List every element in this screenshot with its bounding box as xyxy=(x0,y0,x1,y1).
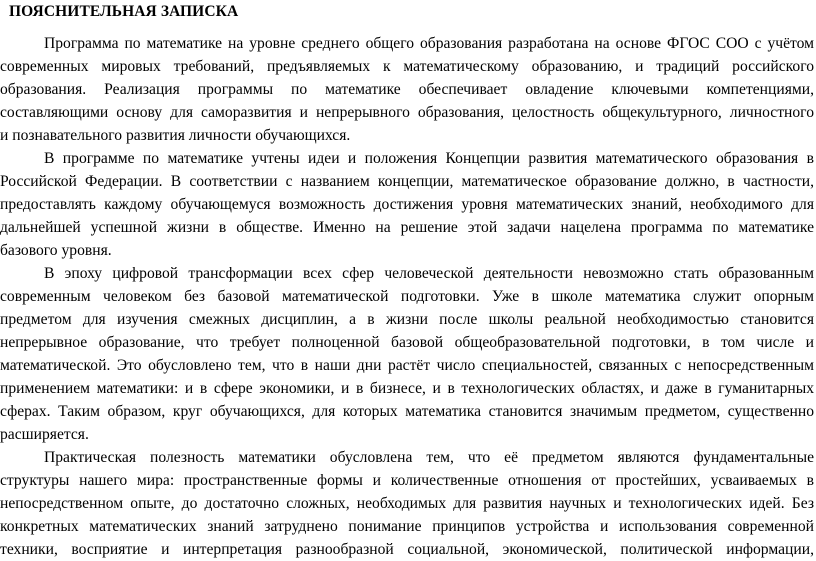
text-line: математической. Это обусловлено тем, что в наши дни растёт число специальностей, связанных с непосредственным xyxy=(0,357,814,374)
text-line: непосредственном опыте, до достаточно сложных, необходимых для развития научных и технологических идей. Без xyxy=(0,495,814,512)
text-line: Практическая полезность математики обусловлена тем, что её предметом являются фундаментальные xyxy=(44,449,814,466)
text-line: Российской Федерации. В соответствии с названием концепции, математическое образование должно, в частности, xyxy=(0,173,814,190)
text-line: конкретных математических знаний затруднено понимание принципов устройства и использования современной xyxy=(0,518,814,535)
document-body xyxy=(0,32,816,561)
text-line: базового уровня. xyxy=(0,242,112,259)
text-line: предоставлять каждому обучающемуся возможность достижения уровня математических знаний, необходимого для xyxy=(0,196,814,213)
text-line: современных мировых требований, предъявляемых к математическому образованию, и традиций российского xyxy=(0,58,814,75)
text-line: современным человеком без базовой математической подготовки. Уже в школе математика служит опорным xyxy=(0,288,814,305)
text-line: и познавательного развития личности обучающихся. xyxy=(0,127,351,144)
text-line: В эпоху цифровой трансформации всех сфер человеческой деятельности невозможно стать образованным xyxy=(44,265,814,282)
text-line: структуры нашего мира: пространственные формы и количественные отношения от простейших, усваиваемых в xyxy=(0,472,814,489)
text-line: сферах. Таким образом, круг обучающихся, для которых математика становится значимым предметом, существенно xyxy=(0,403,814,420)
paragraph xyxy=(0,32,816,147)
paragraph xyxy=(0,147,816,262)
document-title: ПОЯСНИТЕЛЬНАЯ ЗАПИСКА xyxy=(9,3,239,20)
text-line: применением математики: и в сфере экономики, и в бизнесе, и в технологических областях, и даже в гуманитарных xyxy=(0,380,814,397)
text-line: В программе по математике учтены идеи и положения Концепции развития математического образования в xyxy=(44,150,814,167)
text-line: дальнейшей успешной жизни в обществе. Именно на решение этой задачи нацелена программа по математике xyxy=(0,219,814,236)
text-line: составляющими основу для саморазвития и непрерывного образования, целостность общекультурного, личностного xyxy=(0,104,814,121)
text-line: предметом для изучения смежных дисциплин, а в жизни после школы реальной необходимостью становится xyxy=(0,311,814,328)
text-line: техники, восприятие и интерпретация разнообразной социальной, экономической, политической информации, xyxy=(0,541,814,558)
text-line: Программа по математике на уровне среднего общего образования разработана на основе ФГОС СОО с учётом xyxy=(44,35,814,52)
text-line: расширяется. xyxy=(0,426,89,443)
text-line: образования. Реализация программы по математике обеспечивает овладение ключевыми компетенциями, xyxy=(0,81,814,98)
paragraph xyxy=(0,262,816,446)
text-line: непрерывное образование, что требует полноценной базовой общеобразовательной подготовки, в том числе и xyxy=(0,334,814,351)
paragraph xyxy=(0,446,816,561)
